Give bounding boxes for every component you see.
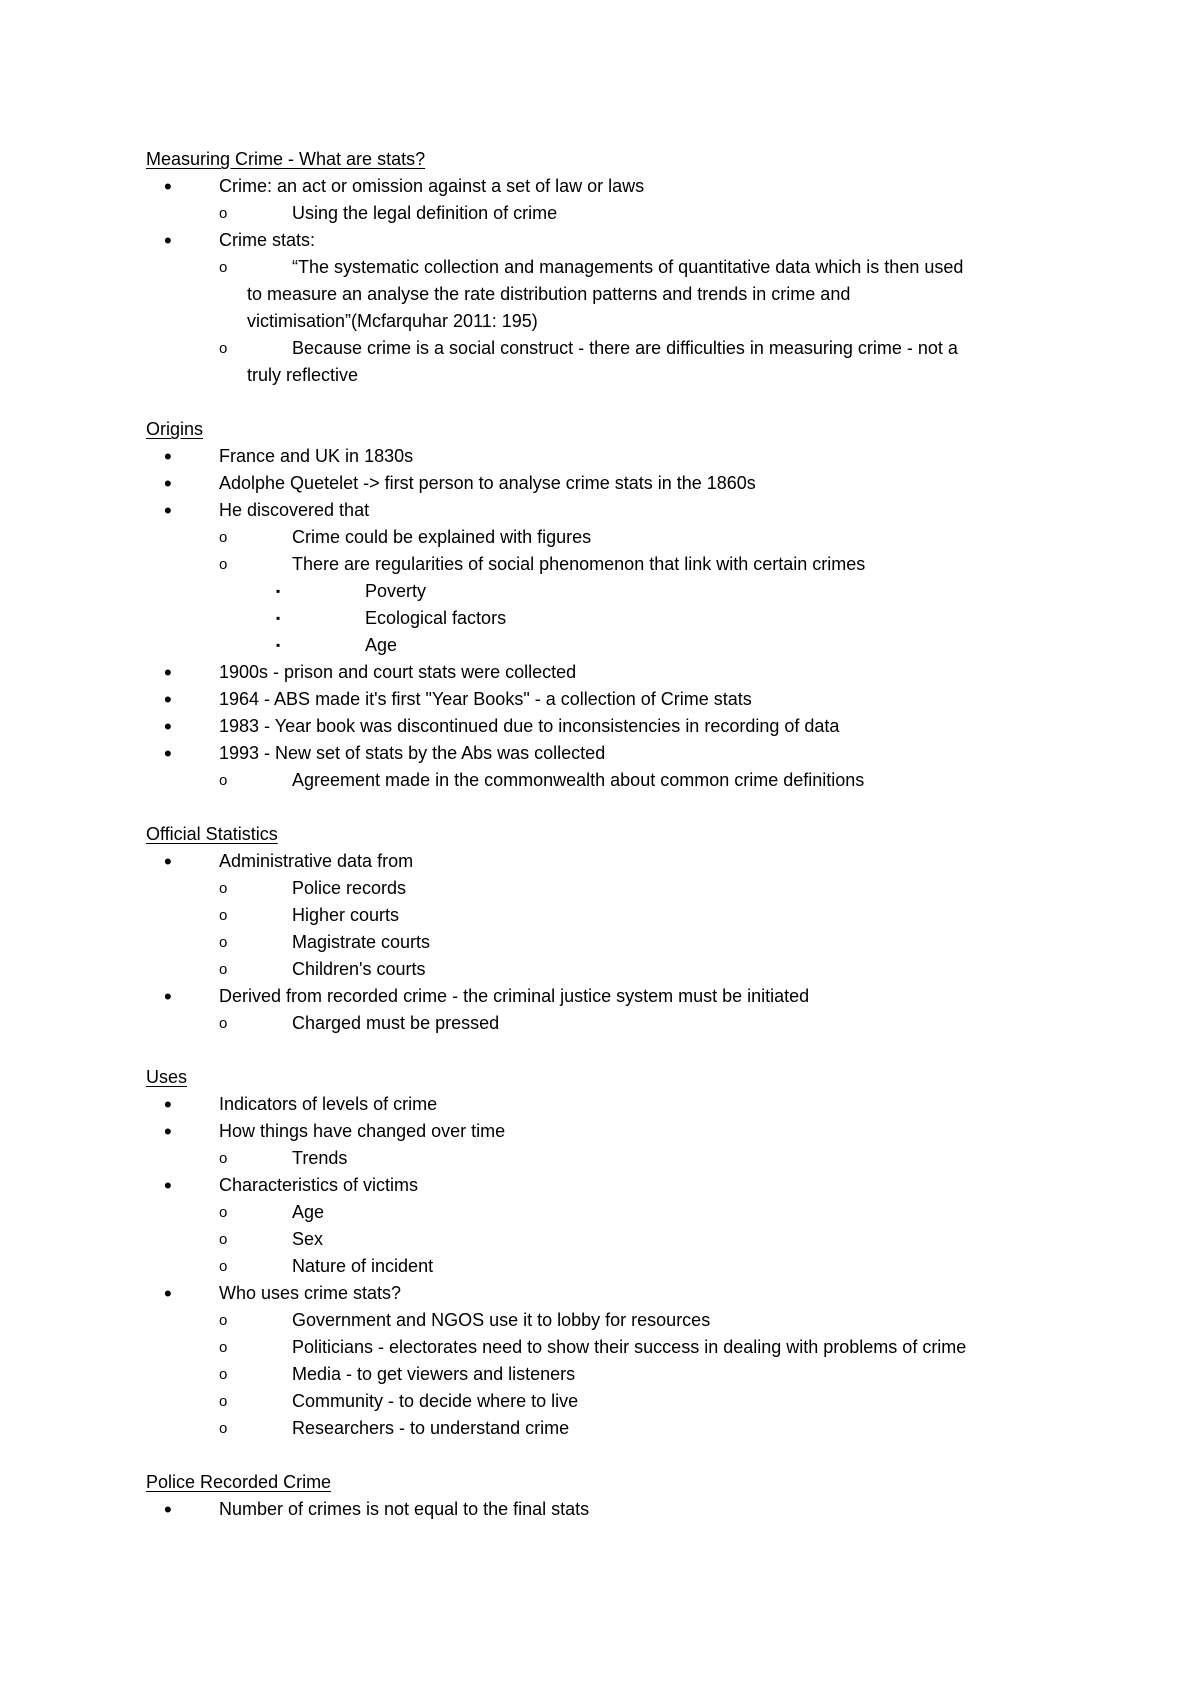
- list-item: o Media - to get viewers and listeners: [146, 1361, 1066, 1388]
- section-heading-measuring: Measuring Crime - What are stats?: [146, 149, 426, 169]
- list-item: ▪ Poverty: [146, 578, 1066, 605]
- circle-marker: o: [219, 340, 228, 357]
- circle-marker: o: [219, 556, 228, 573]
- list-item: o Using the legal definition of crime: [146, 200, 1066, 227]
- square-marker: ▪: [276, 638, 281, 652]
- list-item: o Charged must be pressed: [146, 1010, 1066, 1037]
- notes-content: [146, 146, 1066, 1523]
- circle-marker: o: [219, 1015, 228, 1032]
- bullet-marker: •: [164, 741, 172, 766]
- circle-marker: o: [219, 1231, 228, 1248]
- circle-marker: o: [219, 1258, 228, 1275]
- bullet-marker: •: [164, 687, 172, 712]
- list-item: • Characteristics of victims: [164, 1173, 419, 1198]
- list-item: • Number of crimes is not equal to the final stats: [164, 1497, 590, 1522]
- list-item: o Politicians - electorates need to show their success in dealing with problems of crime: [146, 1334, 1066, 1361]
- bullet-marker: •: [164, 444, 172, 469]
- list-item: • Crime stats:: [164, 228, 316, 253]
- list-item: ▪ Age: [146, 632, 1066, 659]
- circle-marker: o: [219, 1312, 228, 1329]
- circle-marker: o: [219, 907, 228, 924]
- bullet-marker: •: [164, 1173, 172, 1198]
- circle-marker: o: [219, 1150, 228, 1167]
- list-item: o Community - to decide where to live: [146, 1388, 1066, 1415]
- list-item: • 1993 - New set of stats by the Abs was collected: [164, 741, 606, 766]
- list-item: • He discovered that: [164, 498, 370, 523]
- list-item: • 1900s - prison and court stats were collected: [164, 660, 577, 685]
- circle-marker: o: [219, 961, 228, 978]
- square-marker: ▪: [276, 611, 281, 625]
- list-item: o Age: [146, 1199, 1066, 1226]
- list-item: • Administrative data from: [164, 849, 414, 874]
- list-item: • Derived from recorded crime - the criminal justice system must be initiated: [164, 984, 810, 1009]
- circle-marker: o: [219, 529, 228, 546]
- section-heading-official-statistics: Official Statistics: [146, 824, 278, 844]
- section-heading-origins: Origins: [146, 419, 204, 439]
- list-item: • Who uses crime stats?: [164, 1281, 402, 1306]
- list-item: o Government and NGOS use it to lobby for resources: [146, 1307, 1066, 1334]
- list-item: o There are regularities of social phenomenon that link with certain crimes: [146, 551, 1066, 578]
- list-item: • Indicators of levels of crime: [164, 1092, 438, 1117]
- bullet-marker: •: [164, 984, 172, 1009]
- section-heading-uses: Uses: [146, 1067, 188, 1087]
- bullet-marker: •: [164, 849, 172, 874]
- list-item: o Researchers - to understand crime: [146, 1415, 1066, 1442]
- square-marker: ▪: [276, 584, 281, 598]
- list-item: o Magistrate courts: [146, 929, 1066, 956]
- list-item: o Higher courts: [146, 902, 1066, 929]
- list-item: o Crime could be explained with figures: [146, 524, 1066, 551]
- circle-marker: o: [219, 259, 228, 276]
- bullet-marker: •: [164, 1281, 172, 1306]
- list-item: • How things have changed over time: [164, 1119, 506, 1144]
- list-item: o “The systematic collection and managements of quantitative data which is then used to measure an analyse the rate distribution patterns and trends in crime and victimisation”(Mcfarquhar 2011: 195): [146, 254, 1066, 335]
- bullet-marker: •: [164, 471, 172, 496]
- section-heading-police-recorded-crime: Police Recorded Crime: [146, 1472, 332, 1492]
- list-item: • 1983 - Year book was discontinued due to inconsistencies in recording of data: [164, 714, 840, 739]
- circle-marker: o: [219, 1339, 228, 1356]
- list-item: o Because crime is a social construct - there are difficulties in measuring crime - not a truly reflective: [146, 335, 1066, 389]
- circle-marker: o: [219, 1420, 228, 1437]
- bullet-marker: •: [164, 174, 172, 199]
- list-item: • France and UK in 1830s: [164, 444, 414, 469]
- circle-marker: o: [219, 1393, 228, 1410]
- list-item: • Crime: an act or omission against a set of law or laws: [164, 174, 645, 199]
- list-item: • 1964 - ABS made it's first "Year Books" - a collection of Crime stats: [164, 687, 752, 712]
- list-item: o Sex: [146, 1226, 1066, 1253]
- bullet-marker: •: [164, 1497, 172, 1522]
- bullet-marker: •: [164, 1119, 172, 1144]
- list-item: ▪ Ecological factors: [146, 605, 1066, 632]
- circle-marker: o: [219, 934, 228, 951]
- bullet-marker: •: [164, 714, 172, 739]
- bullet-marker: •: [164, 660, 172, 685]
- circle-marker: o: [219, 1204, 228, 1221]
- list-item: o Police records: [146, 875, 1066, 902]
- circle-marker: o: [219, 772, 228, 789]
- list-item: o Nature of incident: [146, 1253, 1066, 1280]
- circle-marker: o: [219, 1366, 228, 1383]
- list-item: o Children's courts: [146, 956, 1066, 983]
- list-item: • Adolphe Quetelet -> first person to analyse crime stats in the 1860s: [164, 471, 756, 496]
- bullet-marker: •: [164, 1092, 172, 1117]
- bullet-marker: •: [164, 498, 172, 523]
- bullet-marker: •: [164, 228, 172, 253]
- circle-marker: o: [219, 205, 228, 222]
- list-item: o Trends: [146, 1145, 1066, 1172]
- circle-marker: o: [219, 880, 228, 897]
- list-item: o Agreement made in the commonwealth about common crime definitions: [146, 767, 1066, 794]
